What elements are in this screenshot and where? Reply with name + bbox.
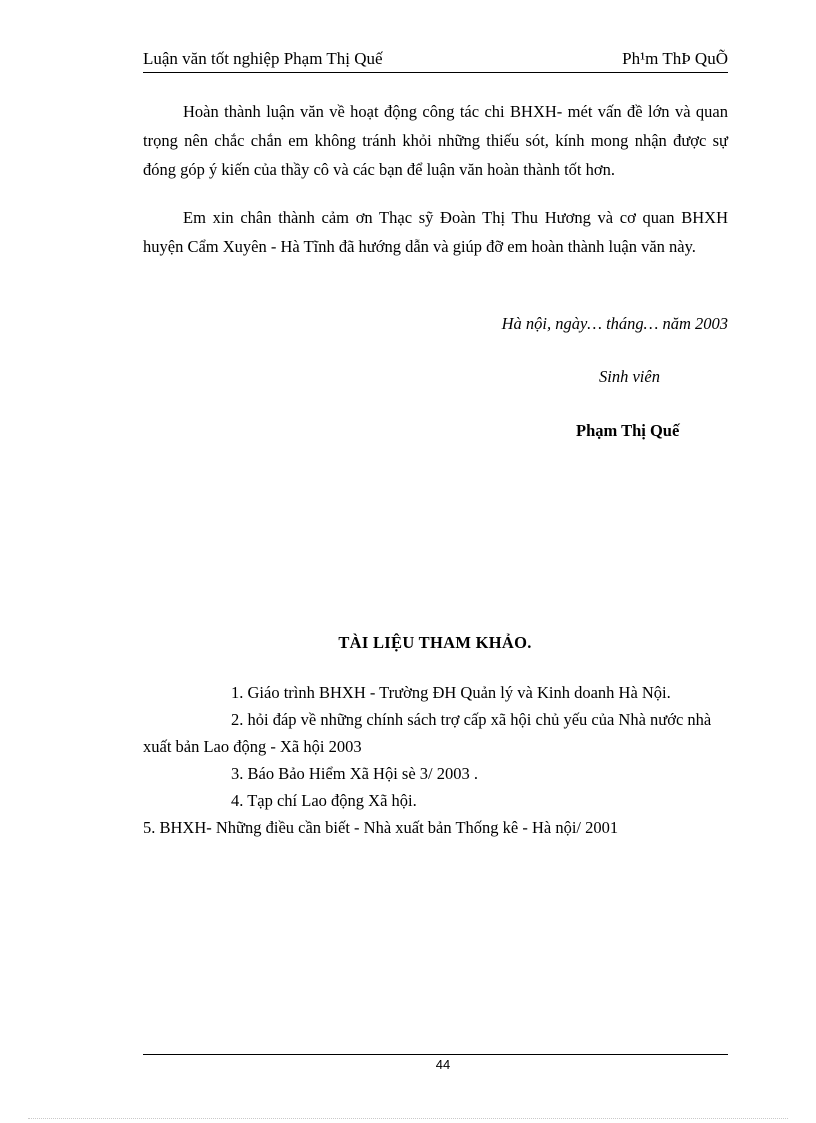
signature-date: Hà nội, ngày… tháng… năm 2003 — [501, 314, 728, 333]
signature-label: Sinh viên — [599, 367, 660, 386]
footer-rule — [143, 1054, 728, 1055]
reference-item: 2. hỏi đáp về những chính sách trợ cấp xã hội chủ yếu của Nhà nước nhà xuất bản Lao động - Xã hội 2003 — [143, 710, 712, 756]
paragraph-conclusion: Hoàn thành luận văn về hoạt động công tác chi BHXH- mét vấn đề lớn và quan trọng nên chắc chắn em không tránh khỏi những thiếu sót, kính mong nhận được sự đóng góp ý kiến của thầy cô và các bạn để luận văn hoàn thành tốt hơn. — [143, 102, 728, 179]
header-author: Ph¹m ThÞ QuÕ — [622, 49, 728, 68]
reference-item: 1. Giáo trình BHXH - Trường ĐH Quản lý và Kinh doanh Hà Nội. — [231, 683, 671, 702]
paragraph-acknowledgement: Em xin chân thành cảm ơn Thạc sỹ Đoàn Thị Thu Hương và cơ quan BHXH huyện Cẩm Xuyên - Hà Tĩnh đã hướng dẫn và giúp đỡ em hoàn thành luận văn này. — [143, 208, 728, 256]
reference-item: 3. Báo Bảo Hiểm Xã Hội sè 3/ 2003 . — [231, 764, 479, 783]
header-title: Luận văn tốt nghiệp Phạm Thị Quế — [143, 49, 383, 68]
page-edge-divider — [28, 1118, 788, 1119]
page-number: 44 — [435, 1057, 451, 1072]
references-title: TÀI LIỆU THAM KHẢO. — [338, 633, 532, 652]
reference-item: 5. BHXH- Những điều cần biết - Nhà xuất bản Thống kê - Hà nội/ 2001 — [143, 818, 619, 837]
reference-item: 4. Tạp chí Lao động Xã hội. — [231, 791, 417, 810]
signature-name: Phạm Thị Quế — [576, 421, 680, 440]
references-list — [143, 679, 728, 841]
page-header — [143, 48, 728, 73]
